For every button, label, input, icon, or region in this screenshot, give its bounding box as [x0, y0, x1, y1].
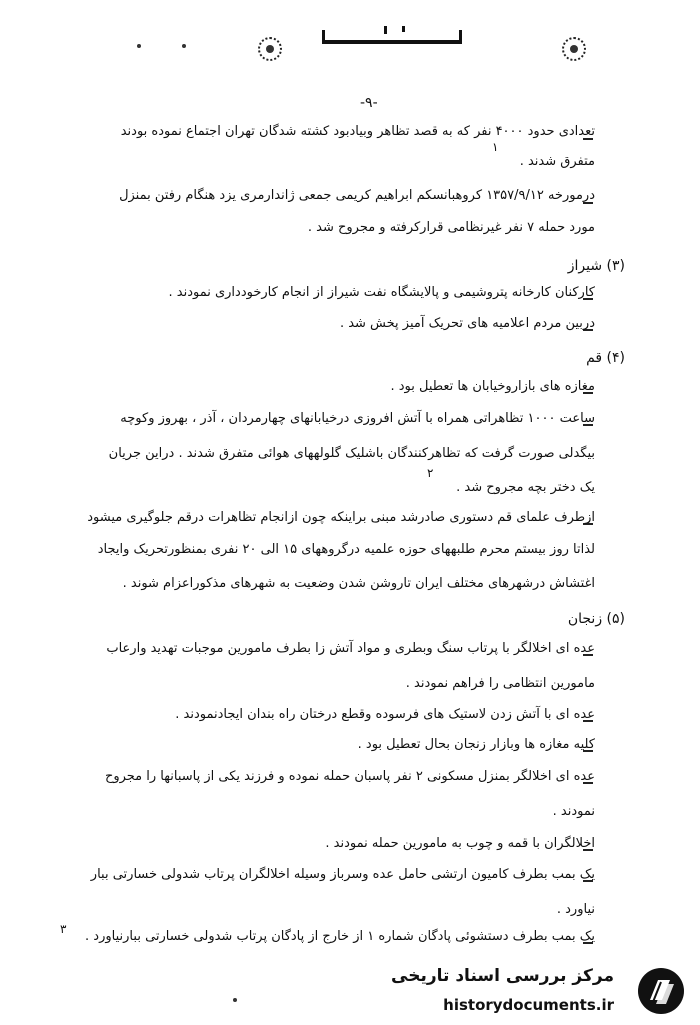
margin-dot: [137, 44, 141, 48]
watermark-text-en: historydocuments.ir: [443, 996, 614, 1014]
paragraph-line: یک بمب بطرف دستشوئی پادگان شماره ۱ از خارج از پادگان پرتاب شدولی خسارتی ببارنیاورد .: [85, 929, 595, 944]
paragraph-line: تعدادی حدود ۴۰۰۰ نفر که به قصد تظاهر وبیادبود کشته شدگان تهران اجتماع نموده بودند: [120, 124, 595, 139]
paragraph-line: متفرق شدند .: [519, 154, 595, 169]
margin-note: ۲: [427, 466, 434, 480]
margin-note: ۱: [492, 140, 499, 154]
paragraph-line: عده ای با آتش زدن لاستیک های فرسوده وقطع درختان راه بندان ایجادنمودند .: [175, 707, 595, 722]
paragraph-line: مغازه های بازاروخیابان ها تعطیل بود .: [390, 379, 595, 394]
paragraph-line: مامورین انتظامی را فراهم نمودند .: [405, 676, 595, 691]
section-heading-shiraz: (۳) شیراز: [567, 258, 625, 274]
paragraph-line: مورد حمله ۷ نفر غیرنظامی قرارکرفته و مجروح شد .: [307, 220, 595, 235]
paragraph-line: نمودند .: [552, 804, 595, 819]
section-heading-zanjan: (۵) زنجان: [567, 611, 625, 627]
margin-note: ۳: [60, 922, 67, 936]
paragraph-line: لذاتا روز بیستم محرم طلبههای حوزه علمیه درگروههای ۱۵ الی ۲۰ نفری بمنظورتحریک وایجاد: [97, 542, 595, 557]
paragraph-line: عده ای اخلالگر بمنزل مسکونی ۲ نفر پاسبان حمله نموده و فرزند یکی از پاسبانها را مجروح: [104, 769, 595, 784]
paragraph-line: نیاورد .: [556, 902, 595, 917]
paragraph-line: بیگدلی صورت گرفت که تظاهرکنندگان باشلیک گلولههای هوائی متفرق شدند . دراین جریان: [108, 446, 595, 461]
paragraph-line: یک بمب بطرف کامیون ارتشی حامل عده وسرباز وسیله اخلالگران پرتاب شدولی خسارتی ببار: [90, 867, 595, 882]
paragraph-line: ازطرف علمای قم دستوری صادرشد مبنی براینکه چون ازانجام تظاهرات درقم جلوگیری میشود: [87, 510, 595, 525]
paragraph-line: اخلالگران با قمه و چوب به مامورین حمله نمودند .: [325, 836, 595, 851]
section-heading-qom: (۴) قم: [586, 350, 625, 366]
paragraph-line: یک دختر بچه مجروح شد .: [456, 480, 595, 495]
paragraph-line: اغتشاش درشهرهای مختلف ایران تاروشن شدن وضعیت به شهرهای مذکوراعزام شوند .: [122, 576, 595, 591]
paragraph-line: دربین مردم اعلامیه های تحریک آمیز پخش شد .: [339, 316, 595, 331]
watermark-text-fa: مرکز بررسی اسناد تاریخی: [391, 966, 614, 986]
stamp-seal-icon: [562, 37, 586, 61]
paragraph-line: کلیه مغازه ها وبازار زنجان بحال تعطیل بود .: [357, 737, 595, 752]
paragraph-line: کارکنان کارخانه پتروشیمی و پالایشگاه نفت شیراز از انجام کارخودداری نمودند .: [168, 285, 595, 300]
archive-logo-icon: [636, 966, 686, 1016]
watermark-logo: [391, 962, 692, 1022]
page-number: -۹-: [360, 95, 378, 111]
paragraph-line: درمورخه ۱۳۵۷/۹/۱۲ کروهبانسکم ابراهیم کریمی جمعی ژاندارمری یزد هنگام رفتن بمنزل: [119, 188, 595, 203]
margin-dot: [182, 44, 186, 48]
paragraph-line: عده ای اخلالگر با پرتاب سنگ وبطری و مواد آتش زا بطرف مامورین موجبات تهدید وارعاب: [106, 641, 595, 656]
stamp-seal-icon: [258, 37, 282, 61]
margin-dot: [233, 998, 237, 1002]
header-stamp-mark: [322, 22, 462, 44]
paragraph-line: ساعت ۱۰۰۰ تظاهراتی همراه با آتش افروزی درخیابانهای چهارمردان ، آذر ، بهروز وکوچه: [120, 411, 595, 426]
